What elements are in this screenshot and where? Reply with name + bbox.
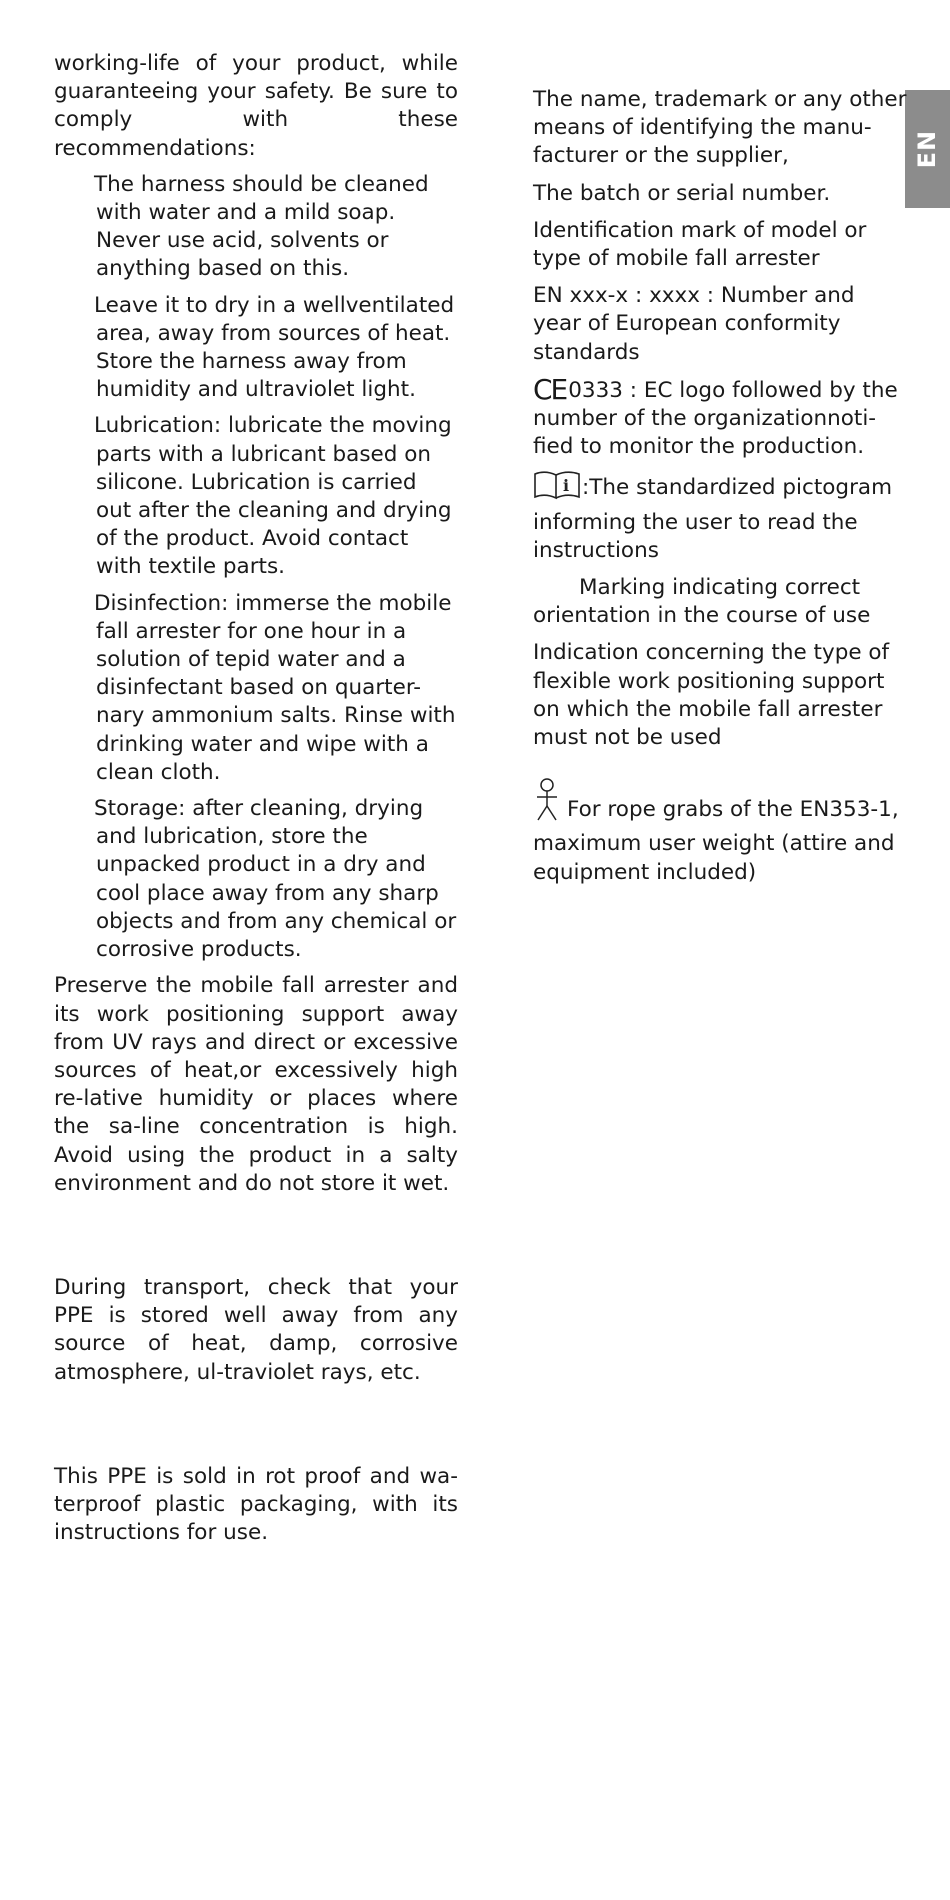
list-item: Leave it to dry in a wellventilated area, away from sources of heat. Store the harness away from humidity and ultraviolet light. — [94, 292, 455, 403]
left-column — [54, 50, 458, 1547]
marking-orientation: Marking indicating correct orientation in the course of use — [533, 575, 871, 629]
list-item: Lubrication: lubricate the moving parts with a lubricant based on silicone. Lubrication is carried out after the cleaning and drying of the product. Avoid contact with textile parts. — [94, 413, 452, 580]
pictogram-text: :The standardized pictogram informing the user to read the instructions — [533, 475, 893, 563]
marking-ce — [533, 372, 908, 462]
ce-logo: CE — [533, 372, 567, 406]
language-tab — [905, 90, 950, 208]
svg-text:i: i — [563, 476, 570, 496]
marking-pictogram — [533, 470, 908, 565]
recommendations-list — [54, 171, 458, 964]
transport-paragraph: During transport, check that your PPE is stored well away from any source of heat, damp, corrosive atmosphere, ul-traviolet rays, etc. — [54, 1274, 458, 1385]
intro-paragraph: working-life of your product, while guaranteeing your safety. Be sure to comply with these recommendations: — [54, 51, 458, 161]
instruction-book-icon — [533, 470, 581, 508]
marking-standard: EN xxx-x : xxxx : Number and year of European conformity standards — [533, 283, 855, 365]
list-item: Disinfection: immerse the mobile fall arrester for one hour in a solution of tepid water and a disinfectant based on quarter-nary ammonium salts. Rinse with drinking water and wipe with a clean cloth. — [94, 590, 456, 785]
marking-model: Identification mark of model or type of mobile fall arrester — [533, 217, 867, 272]
marking-name: The name, trademark or any other means of identifying the manu-facturer or the supplier, — [533, 87, 907, 169]
right-column — [533, 86, 908, 896]
list-item: Storage: after cleaning, drying and lubrication, store the unpacked product in a dry and cool place away from any sharp objects and from any chemical or corrosive products. — [94, 796, 457, 963]
marking-batch: The batch or serial number. — [533, 180, 831, 206]
packaging-paragraph: This PPE is sold in rot proof and wa-terproof plastic packaging, with its instructions for use. — [54, 1463, 458, 1546]
list-item: The harness should be cleaned with water and a mild soap. Never use acid, solvents or anything based on this. — [94, 171, 429, 282]
language-tab-label: EN — [913, 129, 942, 169]
marking-indication: Indication concerning the type of flexible work positioning support on which the mobile fall arrester must not be used — [533, 640, 890, 751]
rope-grab-text: For rope grabs of the EN353-1, maximum user weight (attire and equipment included) — [533, 797, 899, 885]
marking-rope-grab — [533, 778, 908, 887]
preserve-paragraph: Preserve the mobile fall arrester and its work positioning support away from UV rays and direct or excessive sources of heat,or excessively high re-lative humidity or places where the sa-line concentration is high. Avoid using the product in a salty environment and do not store it wet. — [54, 973, 458, 1196]
ce-text: 0333 : EC logo followed by the number of the organizationnoti-fied to monitor the production. — [533, 377, 898, 460]
user-weight-person-icon — [533, 778, 561, 830]
